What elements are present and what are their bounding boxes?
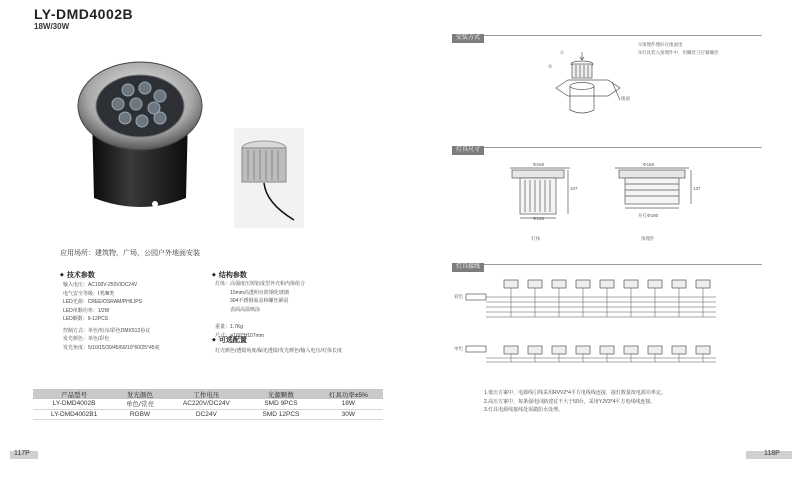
tech-item: 发光颜色：单色/彩色: [63, 336, 110, 342]
size-spec: 尺寸：φ160*H107mm: [215, 332, 264, 339]
embedded-part-photo: [234, 128, 304, 228]
col-header: 发光颜色: [115, 389, 164, 399]
options-heading: ◆ 可选配置: [212, 335, 247, 345]
table-row: LY-DMD4002B1 RGBW DC24V SMD 12PCS 30W: [33, 409, 383, 419]
ground-label: 地面: [621, 96, 630, 101]
callout-1: ①: [560, 50, 565, 55]
tech-item: LED颗数：9-12PCS: [63, 316, 109, 322]
dim-hole: 开孔Φ180: [638, 213, 659, 218]
caption-lamp-body: 灯体: [531, 236, 540, 241]
note-line: 2.高压方案中，每条强电回路建议不大于50台，采用YJV3*4平方电线线连接。: [484, 398, 656, 405]
structure-line: 高强度压铸铝成型外壳和内体组合: [230, 281, 306, 287]
table-header-row: [33, 389, 383, 399]
model-table: [33, 389, 383, 420]
structure-line: 10mm高透明台阶钢化玻璃: [230, 289, 289, 296]
install-note: ②灯具装入预埋件中，用螺丝刀拧紧螺丝: [638, 50, 719, 55]
body-label: 灯体：: [215, 281, 231, 287]
note-line: 3.灯具电源线接线处需做防水处理。: [484, 407, 564, 413]
wiring-label-single: 单色: [454, 346, 463, 351]
lamp-body-drawing: [510, 168, 570, 224]
wiring-diagram: [466, 278, 766, 368]
dim-height-1: 107: [570, 186, 578, 191]
tech-params-list: [63, 281, 160, 352]
col-header: 工作电压: [165, 389, 249, 399]
tech-item: LED光源：CREE/OSRAM/PHILIPS: [63, 299, 142, 305]
right-page-number: 118P: [764, 450, 780, 457]
weight-spec: 重量：1.7Kg: [215, 324, 244, 330]
wiring-notes: [484, 389, 666, 415]
col-header: 灯具功率±5%: [314, 389, 383, 399]
left-page-number: 117P: [14, 450, 30, 457]
product-power: 18W/30W: [34, 22, 70, 31]
structure-line: 表面高温喷涂: [230, 306, 261, 313]
install-note: ①预埋件埋好在地面里: [638, 42, 683, 47]
col-header: 光源颗数: [248, 389, 314, 399]
caption-embedded-part: 预埋件: [641, 236, 655, 241]
wiring-section-header: 灯具接线: [452, 255, 762, 265]
dims-section-header: 灯具尺寸: [452, 138, 762, 148]
install-section-header: 安装方式: [452, 26, 762, 36]
tech-params-heading: ◆ 技术参数: [60, 270, 95, 280]
tech-item: LED单颗功率：1/2W: [63, 307, 110, 314]
dim-diameter-2: Φ140: [533, 216, 545, 221]
tech-item: 发光角度：5/10/15/30/45/60/10°60/25°45度: [63, 344, 160, 351]
wiring-label-color: 彩色: [454, 294, 463, 299]
tech-item: 电气安全等级：Ⅰ类/Ⅲ类: [63, 290, 115, 297]
product-photo: [70, 58, 210, 218]
dim-diameter-3: Φ160: [643, 162, 655, 167]
col-header: 产品型号: [33, 389, 115, 399]
structure-line: 304不锈钢面盖和螺丝紧固: [230, 298, 289, 304]
dim-diameter-1: Φ160: [533, 162, 545, 167]
product-model-title: LY-DMD4002B: [34, 6, 134, 22]
tech-item: 输入电压：AC100V-250V/DC24V: [63, 282, 138, 288]
application-text: 应用场所：建筑物，广场，公园户外地面安装: [60, 250, 200, 257]
options-text: 灯壳颜色/透镜角度/偏光透镜/发光颜色/输入电压/灯体长度: [215, 348, 342, 354]
structure-list: [215, 280, 305, 340]
tech-item: 控制方式：单色/恒亮/彩色DMX512协议: [63, 327, 151, 334]
structure-heading: ◆ 结构参数: [212, 270, 247, 280]
install-diagram: [556, 52, 626, 122]
callout-2: ②: [548, 64, 553, 69]
note-line: 1.低压方案中，电源线引线采用RVV2*4平方电线线连接，接灯数量按电源功率定。: [484, 390, 666, 396]
embedded-part-drawing: [615, 168, 695, 214]
table-row: LY-DMD4002B 单色/常亮 AC220V/DC24V SMD 9PCS 18W: [33, 399, 383, 409]
dim-height-3: 137: [693, 186, 701, 191]
